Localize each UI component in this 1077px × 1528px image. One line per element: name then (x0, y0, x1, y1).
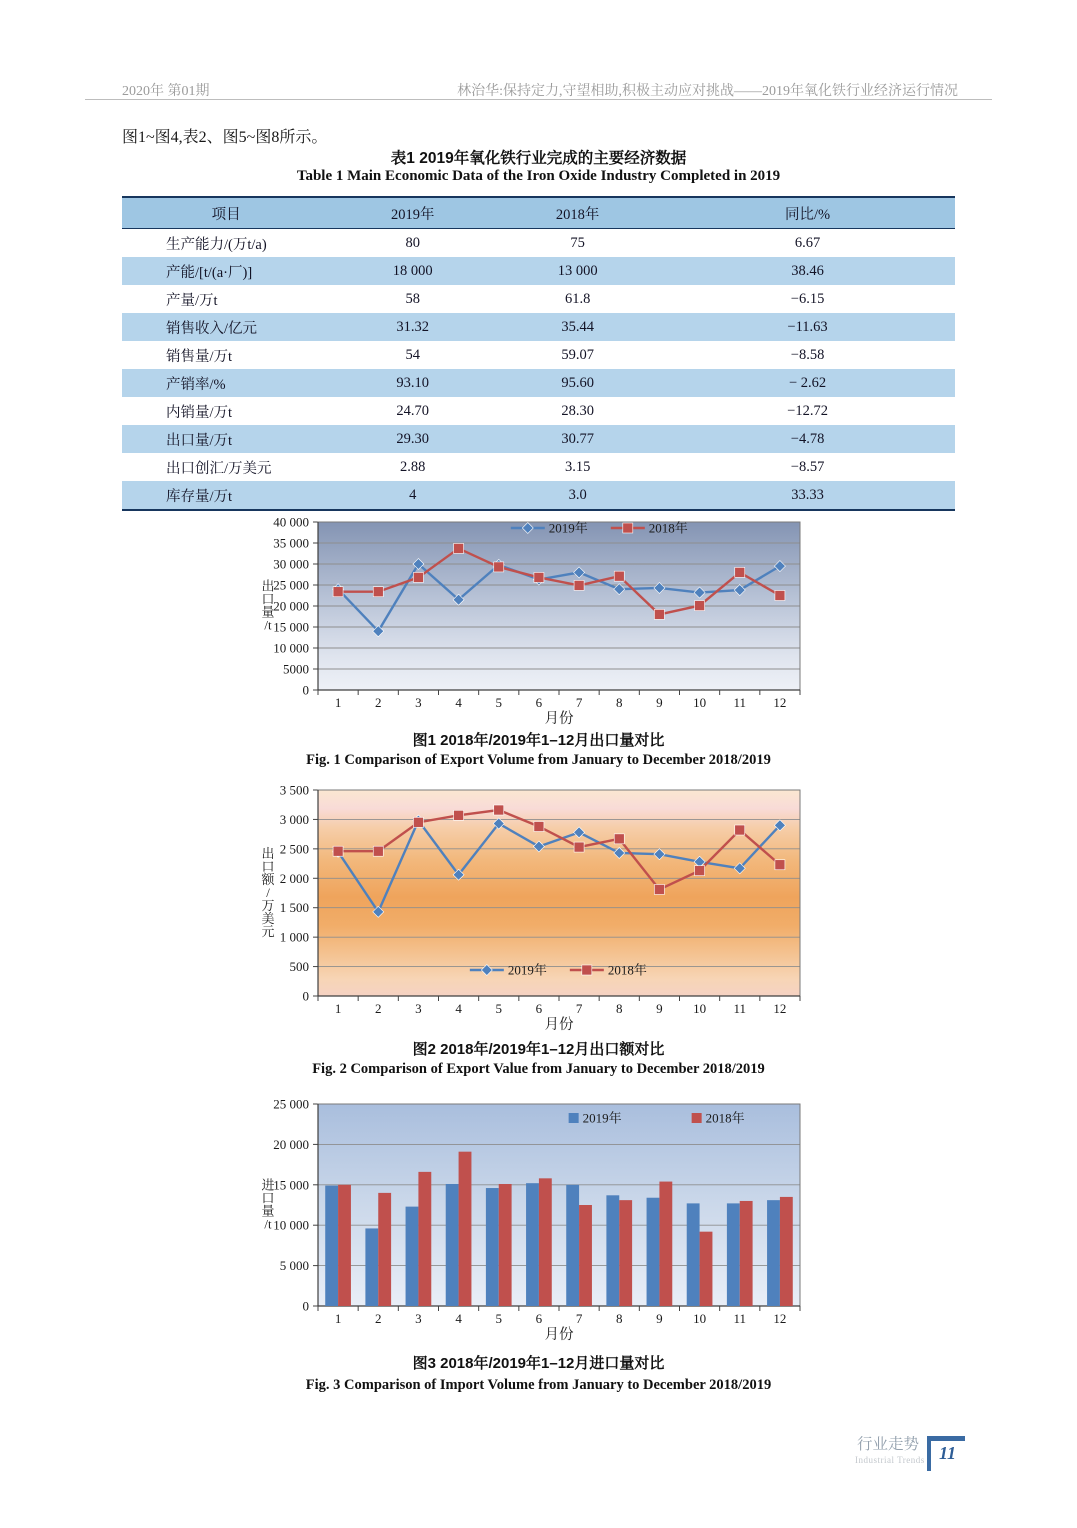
table-row (122, 285, 955, 313)
table-cell: −8.58 (790, 346, 825, 363)
table-header-cell: 2018年 (495, 197, 660, 229)
svg-text:11: 11 (733, 1311, 747, 1326)
svg-text:元: 元 (261, 924, 275, 939)
page-number: 11 (939, 1443, 957, 1463)
svg-text:30 000: 30 000 (273, 556, 309, 572)
svg-text:7: 7 (575, 1311, 583, 1326)
svg-text:10 000: 10 000 (273, 1217, 309, 1233)
svg-text:4: 4 (455, 695, 462, 710)
table-cell: 54 (405, 346, 420, 363)
svg-text:500: 500 (289, 959, 309, 975)
svg-text:4: 4 (455, 1001, 462, 1016)
table-cell: 30.77 (495, 425, 660, 453)
svg-text:2018年: 2018年 (607, 962, 647, 978)
svg-text:20 000: 20 000 (273, 1136, 309, 1152)
table-cell: 销售量/万t (166, 348, 233, 365)
svg-text:10 000: 10 000 (273, 640, 309, 656)
svg-text:/: / (266, 885, 270, 900)
svg-text:进: 进 (261, 1177, 275, 1193)
svg-text:8: 8 (616, 1001, 623, 1016)
svg-text:3 000: 3 000 (279, 811, 309, 827)
table-row (122, 425, 955, 453)
svg-text:口: 口 (261, 591, 275, 607)
svg-text:2019年: 2019年 (548, 520, 588, 536)
svg-text:6: 6 (535, 1001, 543, 1016)
svg-text:0: 0 (302, 988, 309, 1004)
svg-text:8: 8 (616, 695, 623, 710)
svg-text:2019年: 2019年 (507, 962, 547, 978)
svg-text:4: 4 (455, 1311, 462, 1326)
table-cell: 产量/万t (166, 292, 218, 309)
header-rule (85, 99, 992, 100)
svg-text:月份: 月份 (544, 711, 574, 727)
svg-text:6: 6 (535, 1311, 543, 1326)
table-cell: 内销量/万t (166, 404, 233, 421)
fig2-caption-en: Fig. 2 Comparison of Export Value from January to December 2018/2019 (312, 1061, 765, 1077)
table-cell: 33.33 (660, 481, 955, 510)
svg-text:25 000: 25 000 (273, 1096, 309, 1112)
table-cell: 31.32 (330, 313, 495, 341)
svg-text:2: 2 (375, 695, 382, 710)
svg-text:/t: /t (264, 1216, 272, 1232)
table-cell: 4 (330, 481, 495, 510)
footer-section-en: Industrial Trends (855, 1455, 925, 1465)
table-cell: 35.44 (495, 313, 660, 341)
table-cell: 6.67 (794, 234, 821, 251)
svg-text:11: 11 (733, 1001, 747, 1016)
svg-text:0: 0 (302, 682, 309, 698)
header-issue: 2020年 第01期 (122, 84, 210, 99)
svg-text:2 500: 2 500 (279, 841, 309, 857)
table-row (122, 397, 955, 425)
table-cell: 销售收入/亿元 (122, 313, 330, 341)
svg-text:6: 6 (535, 695, 543, 710)
table-cell: 29.30 (330, 425, 495, 453)
fig3-chart (250, 1092, 815, 1349)
table-cell: −11.63 (660, 313, 955, 341)
svg-text:3 500: 3 500 (279, 782, 309, 798)
svg-text:5: 5 (495, 695, 502, 710)
svg-text:12: 12 (773, 1311, 787, 1326)
table-cell: − 2.62 (660, 369, 955, 397)
svg-text:1: 1 (334, 695, 342, 710)
svg-text:5: 5 (495, 1311, 502, 1326)
table-title-en: Table 1 Main Economic Data of the Iron Oxide Industry Completed in 2019 (296, 168, 781, 184)
table-row (122, 341, 955, 369)
svg-text:10: 10 (693, 695, 707, 710)
fig1-caption-en: Fig. 1 Comparison of Export Volume from January to December 2018/2019 (306, 752, 771, 768)
header-article-title: 林治华:保持定力,守望相助,积极主动应对挑战——2019年氧化铁行业经济运行情况 (457, 84, 958, 99)
fig1-chart (250, 510, 815, 737)
table-cell: −4.78 (660, 425, 955, 453)
fig1-caption-cn: 图1 2018年/2019年1–12月出口量对比 (412, 732, 665, 749)
svg-text:25 000: 25 000 (273, 577, 309, 593)
svg-text:9: 9 (656, 1311, 663, 1326)
table-row (122, 229, 955, 258)
table-cell: 38.46 (660, 257, 955, 285)
svg-text:/t: /t (264, 617, 272, 633)
svg-text:40 000: 40 000 (273, 514, 309, 530)
table-header-cell: 项目 (122, 197, 330, 229)
svg-text:2: 2 (375, 1311, 382, 1326)
table-cell: 13 000 (495, 257, 660, 285)
fig2-caption-cn: 图2 2018年/2019年1–12月出口额对比 (412, 1041, 665, 1058)
svg-text:7: 7 (575, 695, 583, 710)
svg-text:3: 3 (415, 1001, 422, 1016)
table-cell: 18 000 (330, 257, 495, 285)
svg-text:2018年: 2018年 (648, 520, 688, 536)
table-cell: 75 (570, 234, 585, 251)
svg-text:口: 口 (261, 1190, 275, 1206)
table-cell: 93.10 (330, 369, 495, 397)
econ-table-head (122, 197, 955, 229)
svg-text:2019年: 2019年 (582, 1110, 622, 1126)
svg-text:月份: 月份 (544, 1327, 574, 1343)
svg-text:量: 量 (261, 1203, 275, 1219)
svg-text:2: 2 (375, 1001, 382, 1016)
svg-text:5: 5 (495, 1001, 502, 1016)
table-cell: 24.70 (396, 402, 430, 419)
table-row (122, 453, 955, 481)
svg-text:8: 8 (616, 1311, 623, 1326)
econ-table-body (122, 229, 955, 511)
footer-section-cn: 行业走势 (857, 1436, 920, 1453)
svg-text:月份: 月份 (544, 1017, 574, 1033)
table-cell: 58 (405, 290, 420, 307)
table-row (122, 481, 955, 510)
svg-text:额: 额 (261, 872, 275, 887)
table-cell: 库存量/万t (122, 481, 330, 510)
econ-table (122, 196, 955, 511)
svg-text:35 000: 35 000 (273, 535, 309, 551)
svg-text:11: 11 (733, 695, 747, 710)
svg-text:5 000: 5 000 (279, 1258, 309, 1274)
svg-text:0: 0 (302, 1298, 309, 1314)
svg-text:15 000: 15 000 (273, 1177, 309, 1193)
table-row (122, 369, 955, 397)
svg-text:出: 出 (261, 578, 275, 594)
table-cell: 61.8 (564, 290, 591, 307)
svg-text:量: 量 (261, 604, 275, 620)
table-cell: 3.0 (495, 481, 660, 510)
table-cell: 59.07 (561, 346, 594, 363)
svg-text:9: 9 (656, 1001, 663, 1016)
table-row (122, 257, 955, 285)
svg-text:美: 美 (261, 911, 275, 926)
svg-text:2018年: 2018年 (705, 1110, 745, 1126)
table-header-cell: 同比/% (660, 197, 955, 229)
table-cell: 80 (405, 234, 420, 251)
svg-text:10: 10 (693, 1311, 707, 1326)
table-cell: 产销率/% (122, 369, 330, 397)
page-number-bracket (927, 1436, 965, 1471)
fig2-chart (250, 778, 815, 1041)
svg-text:9: 9 (656, 695, 663, 710)
svg-text:5000: 5000 (283, 661, 309, 677)
svg-text:3: 3 (415, 695, 422, 710)
table-cell: 生产能力/(万t/a) (166, 236, 267, 253)
table-cell: 2.88 (400, 458, 426, 475)
svg-text:1 000: 1 000 (279, 929, 309, 945)
svg-text:1 500: 1 500 (279, 900, 309, 916)
table-cell: −8.57 (790, 458, 825, 475)
svg-text:1: 1 (334, 1001, 342, 1016)
svg-text:1: 1 (334, 1311, 342, 1326)
table-row (122, 313, 955, 341)
table-title-cn: 表1 2019年氧化铁行业完成的主要经济数据 (390, 150, 687, 167)
svg-text:万: 万 (261, 898, 275, 913)
fig3-caption-cn: 图3 2018年/2019年1–12月进口量对比 (412, 1355, 665, 1372)
table-cell: 出口量/万t (122, 425, 330, 453)
svg-text:20 000: 20 000 (273, 598, 309, 614)
fig3-caption-en: Fig. 3 Comparison of Import Volume from January to December 2018/2019 (305, 1377, 772, 1393)
svg-text:3: 3 (415, 1311, 422, 1326)
table-cell: −12.72 (787, 402, 828, 419)
svg-text:10: 10 (693, 1001, 707, 1016)
svg-text:15 000: 15 000 (273, 619, 309, 635)
svg-text:12: 12 (773, 1001, 787, 1016)
svg-text:口: 口 (261, 859, 275, 874)
table-cell: 产能/[t/(a·厂)] (122, 257, 330, 285)
svg-text:7: 7 (575, 1001, 583, 1016)
table-cell: 3.15 (564, 458, 591, 475)
svg-text:12: 12 (773, 695, 787, 710)
table-cell: 出口创汇/万美元 (166, 460, 272, 477)
intro-text: 图1~图4,表2、图5~图8所示。 (122, 129, 328, 146)
svg-text:出: 出 (261, 846, 275, 861)
svg-text:2 000: 2 000 (279, 870, 309, 886)
table-cell: 28.30 (561, 402, 594, 419)
table-cell: −6.15 (790, 290, 825, 307)
table-header-cell: 2019年 (330, 197, 495, 229)
table-cell: 95.60 (495, 369, 660, 397)
